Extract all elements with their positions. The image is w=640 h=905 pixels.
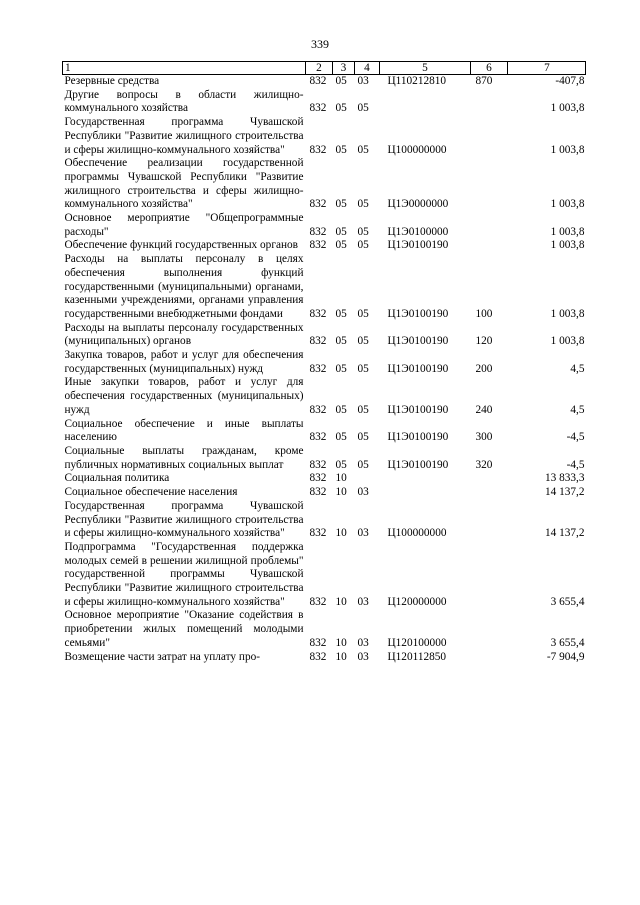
row-expense-type	[471, 157, 508, 212]
row-expense-type: 200	[475, 362, 493, 375]
row-subsection: 05	[357, 102, 369, 115]
row-expense-type	[471, 472, 508, 486]
row-amount: 1 003,8	[550, 102, 585, 115]
table-row	[63, 418, 586, 445]
table-row	[63, 157, 586, 212]
table-row	[63, 89, 586, 116]
row-amount: 3 655,4	[550, 595, 585, 608]
row-target-code: Ц1Э0100190	[387, 239, 449, 252]
row-subsection: 05	[357, 239, 369, 252]
row-expense-type	[471, 609, 508, 650]
row-amount: -7 904,9	[546, 650, 585, 663]
row-expense-type	[471, 116, 508, 157]
row-subsection: 03	[357, 527, 369, 540]
row-expense-type: 320	[475, 458, 493, 471]
row-amount: 1 003,8	[550, 335, 585, 348]
table-header-row	[63, 62, 586, 75]
row-code-2: 832	[309, 458, 327, 471]
table-row	[63, 445, 586, 472]
table-row	[63, 541, 586, 610]
row-subsection: 03	[357, 486, 369, 499]
row-subsection: 03	[357, 650, 369, 663]
row-code-2: 832	[309, 198, 327, 211]
table-row	[63, 239, 586, 253]
row-section: 05	[335, 458, 347, 471]
row-section: 05	[335, 335, 347, 348]
table-row	[63, 472, 586, 486]
row-expense-type	[471, 89, 508, 116]
row-target-code	[380, 486, 471, 500]
row-name: Расходы на выплаты персоналу в целях обеспечения выполнения функций государственными (муниципальными) органами, казенными учреждениями, органами управления государственными внебюджетными фондами	[64, 253, 304, 320]
table-row	[63, 500, 586, 541]
row-code-2: 832	[309, 143, 327, 156]
row-name: Основное мероприятие "Общепрограммные расходы"	[64, 212, 304, 238]
row-section: 10	[335, 527, 347, 540]
row-subsection: 05	[357, 458, 369, 471]
row-code-2: 832	[309, 239, 327, 252]
row-code-2: 832	[309, 431, 327, 444]
row-expense-type	[471, 500, 508, 541]
row-section: 05	[335, 307, 347, 320]
row-section: 05	[335, 143, 347, 156]
row-amount: -407,8	[555, 75, 585, 87]
row-name: Подпрограмма "Государственная поддержка молодых семей в решении жилищной проблемы" государственной программы Чувашской Республики "Развитие жилищного строительства и сферы жилищно-коммунального хозяйства"	[64, 540, 304, 608]
row-expense-type	[471, 541, 508, 610]
row-name: Иные закупки товаров, работ и услуг для обеспечения государственных (муниципальных) нужд	[64, 376, 304, 416]
row-target-code: Ц120000000	[387, 595, 447, 608]
table-row	[63, 75, 586, 89]
row-code-2: 832	[309, 225, 327, 238]
row-subsection	[355, 472, 380, 486]
row-code-2: 832	[309, 527, 327, 540]
row-section: 05	[335, 431, 347, 444]
column-header: 2	[306, 62, 333, 75]
column-header: 1	[63, 62, 306, 75]
row-expense-type	[471, 239, 508, 253]
row-target-code: Ц120100000	[387, 636, 447, 649]
row-expense-type: 100	[475, 307, 493, 320]
column-header: 6	[471, 62, 508, 75]
page-number: 339	[311, 37, 329, 51]
row-section: 10	[335, 472, 347, 485]
row-target-code	[380, 472, 471, 486]
row-amount: 13 833,3	[544, 472, 585, 485]
table-row	[63, 253, 586, 322]
row-target-code: Ц1Э0100190	[387, 403, 449, 416]
row-name: Резервные средства	[64, 75, 160, 87]
row-code-2: 832	[309, 307, 327, 320]
column-header: 3	[333, 62, 355, 75]
table-row	[63, 212, 586, 239]
row-target-code: Ц1Э0100190	[387, 335, 449, 348]
row-amount: 1 003,8	[550, 198, 585, 211]
row-amount: 1 003,8	[550, 225, 585, 238]
column-header: 4	[355, 62, 380, 75]
row-target-code: Ц1Э0100190	[387, 307, 449, 320]
row-target-code: Ц120112850	[387, 650, 447, 663]
row-expense-type: 240	[475, 403, 493, 416]
row-subsection: 05	[357, 335, 369, 348]
row-amount: 14 137,2	[544, 527, 585, 540]
table-row	[63, 322, 586, 349]
row-section: 10	[335, 650, 347, 663]
row-name: Социальное обеспечение и иные выплаты населению	[64, 417, 304, 444]
row-code-2: 832	[309, 362, 327, 375]
table-row	[63, 609, 586, 650]
row-section: 05	[335, 75, 347, 87]
row-code-2: 832	[309, 472, 327, 485]
row-amount: 1 003,8	[550, 239, 585, 252]
row-expense-type: 300	[475, 431, 493, 444]
row-section: 05	[335, 225, 347, 238]
row-section: 05	[335, 239, 347, 252]
row-section: 05	[335, 102, 347, 115]
row-code-2: 832	[309, 595, 327, 608]
row-section: 05	[335, 198, 347, 211]
row-code-2: 832	[309, 102, 327, 115]
row-subsection: 05	[357, 198, 369, 211]
row-expense-type: 870	[475, 75, 493, 87]
table-row	[63, 116, 586, 157]
row-amount: 1 003,8	[550, 143, 585, 156]
row-amount: 3 655,4	[550, 636, 585, 649]
row-name: Социальная политика	[64, 472, 170, 485]
row-name: Обеспечение функций государственных органов	[64, 239, 299, 252]
row-name: Закупка товаров, работ и услуг для обеспечения государственных (муниципальных) нужд	[64, 349, 304, 375]
row-name: Социальные выплаты гражданам, кроме публичных нормативных социальных выплат	[64, 444, 304, 471]
row-amount: 1 003,8	[550, 307, 585, 320]
row-section: 10	[335, 486, 347, 499]
row-name: Государственная программа Чувашской Республики "Развитие жилищного строительства и сферы жилищно-коммунального хозяйства"	[64, 116, 304, 156]
row-subsection: 05	[357, 307, 369, 320]
row-code-2: 832	[309, 650, 327, 663]
row-subsection: 05	[357, 403, 369, 416]
row-target-code: Ц1Э0000000	[387, 198, 449, 211]
row-subsection: 05	[357, 143, 369, 156]
row-subsection: 05	[357, 431, 369, 444]
row-target-code: Ц1Э0100190	[387, 362, 449, 375]
row-amount: 4,5	[570, 403, 585, 416]
row-name: Основное мероприятие "Оказание содействия в приобретении жилых помещений молодыми семьями"	[64, 609, 304, 649]
column-header: 5	[380, 62, 471, 75]
row-subsection: 05	[357, 362, 369, 375]
row-target-code	[380, 89, 471, 116]
budget-table	[62, 61, 586, 664]
row-name: Социальное обеспечение населения	[64, 486, 238, 499]
row-name: Государственная программа Чувашской Республики "Развитие жилищного строительства и сферы жилищно-коммунального хозяйства"	[64, 499, 304, 540]
row-target-code: Ц1Э0100190	[387, 431, 449, 444]
table-row	[63, 376, 586, 417]
row-section: 10	[335, 636, 347, 649]
row-code-2: 832	[309, 486, 327, 499]
row-target-code: Ц1Э0100190	[387, 458, 449, 471]
row-subsection: 03	[357, 75, 369, 87]
row-target-code: Ц100000000	[387, 527, 447, 540]
row-code-2: 832	[309, 75, 327, 87]
row-amount: 4,5	[570, 362, 585, 375]
row-name: Возмещение части затрат на уплату про-	[64, 650, 260, 663]
row-amount: -4,5	[566, 458, 585, 471]
row-expense-type	[471, 486, 508, 500]
row-expense-type	[471, 212, 508, 239]
row-amount: -4,5	[566, 431, 585, 444]
row-code-2: 832	[309, 636, 327, 649]
row-target-code: Ц100000000	[387, 143, 447, 156]
table-row	[63, 486, 586, 500]
column-header: 7	[508, 62, 586, 75]
row-target-code: Ц110212810	[387, 75, 447, 87]
row-code-2: 832	[309, 403, 327, 416]
row-name: Обеспечение реализации государственной программы Чувашской Республики "Развитие жилищного строительства и сферы жилищно-коммунального хозяйства"	[64, 157, 304, 211]
row-name: Другие вопросы в области жилищно-коммунального хозяйства	[64, 88, 304, 115]
table-row	[63, 651, 586, 665]
row-subsection: 03	[357, 595, 369, 608]
row-code-2: 832	[309, 335, 327, 348]
row-section: 10	[335, 595, 347, 608]
table-row	[63, 349, 586, 376]
row-subsection: 03	[357, 636, 369, 649]
row-target-code: Ц1Э0100000	[387, 225, 449, 238]
row-amount: 14 137,2	[544, 486, 585, 499]
row-section: 05	[335, 403, 347, 416]
row-name: Расходы на выплаты персоналу государственных (муниципальных) органов	[64, 321, 304, 348]
row-subsection: 05	[357, 225, 369, 238]
row-expense-type: 120	[475, 335, 493, 348]
row-expense-type	[471, 651, 508, 665]
row-section: 05	[335, 362, 347, 375]
